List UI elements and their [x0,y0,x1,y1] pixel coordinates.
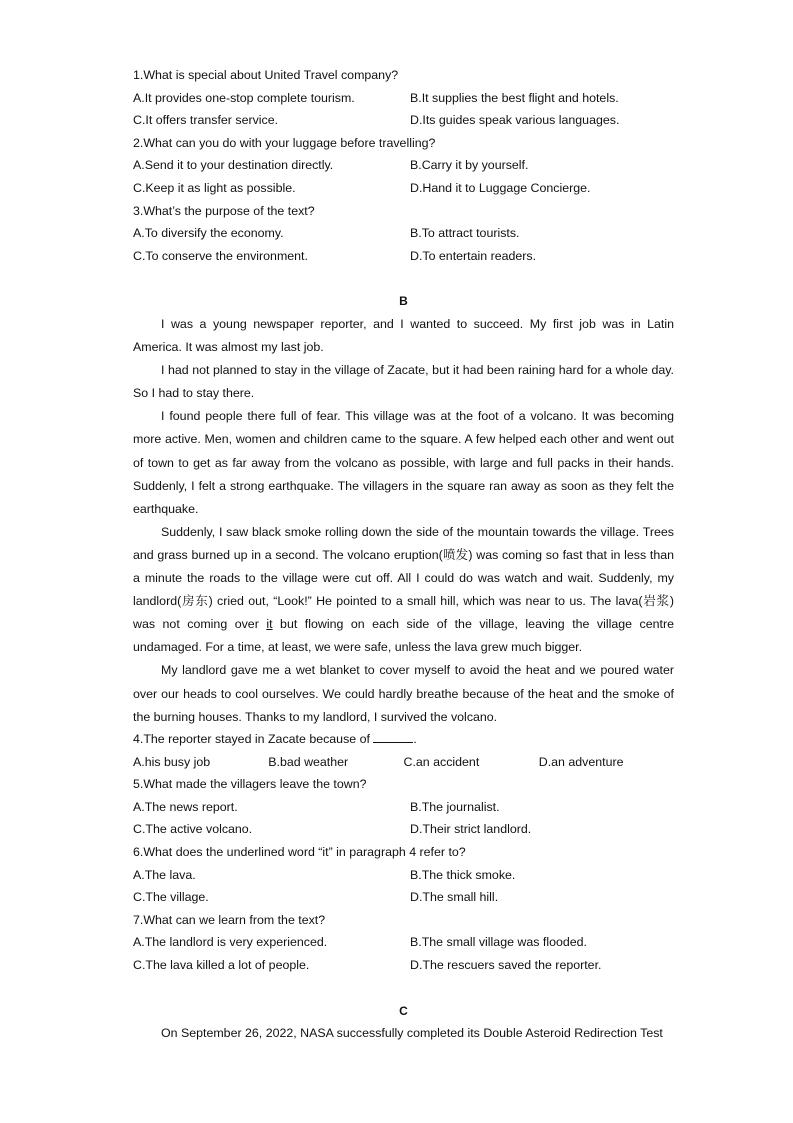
question-7-options-row-1 [133,931,674,954]
question-3-options-row-2 [133,245,674,268]
passage-b-paragraph-5: My landlord gave me a wet blanket to cover myself to avoid the heat and we poured water over our heads to cool ourselves. We could hardly breathe because of the heat and the smoke of the burning houses. Thanks to my landlord, I survived the volcano. [133,663,674,724]
option-1c: C.It offers transfer service. [133,113,279,128]
option-3d: D.To entertain readers. [410,248,537,263]
question-1-options-row-2 [133,109,674,132]
question-5-options-row-2 [133,818,674,841]
question-6-options-row-2 [133,886,674,909]
section-c-title: C [399,1004,408,1018]
option-7d: D.The rescuers saved the reporter. [410,957,602,972]
option-2b: B.Carry it by yourself. [410,158,529,173]
question-6: 6.What does the underlined word “it” in paragraph 4 refer to? [133,844,466,859]
option-7b: B.The small village was flooded. [410,935,587,950]
option-7c: C.The lava killed a lot of people. [133,957,310,972]
section-b-passage [133,313,674,729]
paragraph-4-text-start: Suddenly, I saw black smoke rolling down the side of the mountain towards the village. Trees and grass burned up in a second. The volcano eruption(喷发) was coming so fast that in less than a minute the roads to the village were cut off. All I could do was watch and wait. Suddenly, my landlord(房东) cried out, “Look!” He pointed to a small hill, which was near to us. The lava(岩浆) was not coming over [133,524,674,632]
option-5d: D.Their strict landlord. [410,822,532,837]
option-1a: A.It provides one-stop complete tourism. [133,90,355,105]
option-4a: A.his busy job [133,754,211,769]
option-4d: D.an adventure [538,754,624,769]
question-3-options-row-1 [133,222,674,245]
question-1-options-row-1 [133,87,674,110]
question-2-options-row-1 [133,154,674,177]
option-6c: C.The village. [133,890,209,905]
passage-c-paragraph-1: On September 26, 2022, NASA successfully completed its Double Asteroid Redirection Test [161,1026,663,1040]
question-4 [133,728,674,751]
answer-blank [373,730,413,743]
passage-b-paragraph-3: I found people there full of fear. This village was at the foot of a volcano. It was becoming more active. Men, women and children came to the square. A few helped each other and went out of town to get as far away from the volcano as possible, with large and full packs in their hands. Suddenly, I felt a strong earthquake. The villagers in the square ran away as soon as they felt the earthquake. [133,409,674,516]
question-1: 1.What is special about United Travel company? [133,68,399,82]
option-6d: D.The small hill. [410,890,499,905]
section-c-passage [133,1022,674,1045]
question-4-text: 4.The reporter stayed in Zacate because of [133,732,370,746]
question-4-options [133,751,674,774]
option-7a: A.The landlord is very experienced. [133,935,328,950]
passage-b-paragraph-1: I was a young newspaper reporter, and I wanted to succeed. My first job was in Latin America. It was almost my last job. [133,317,674,355]
passage-b-paragraph-4 [133,521,674,660]
option-6a: A.The lava. [133,867,196,882]
option-6b: B.The thick smoke. [410,867,516,882]
question-2: 2.What can you do with your luggage before travelling? [133,135,436,150]
question-4-end: . [413,732,417,746]
option-2d: D.Hand it to Luggage Concierge. [410,180,591,195]
option-5c: C.The active volcano. [133,822,253,837]
section-b-questions [133,728,674,977]
option-3b: B.To attract tourists. [410,226,520,241]
option-4c: C.an accident [403,754,480,769]
option-3a: A.To diversify the economy. [133,226,284,241]
question-7: 7.What can we learn from the text? [133,912,326,927]
paragraph-4-text-end: but flowing on each side of the village, leaving the village centre undamaged. For a time, at least, we were safe, unless the lava grew much bigger. [133,617,674,655]
section-b-title: B [399,294,408,308]
question-3: 3.What’s the purpose of the text? [133,203,315,218]
option-2a: A.Send it to your destination directly. [133,158,334,173]
question-7-options-row-2 [133,954,674,977]
option-5b: B.The journalist. [410,799,500,814]
question-6-options-row-1 [133,864,674,887]
option-5a: A.The news report. [133,799,238,814]
option-1d: D.Its guides speak various languages. [410,113,620,128]
question-5: 5.What made the villagers leave the town? [133,777,367,792]
option-3c: C.To conserve the environment. [133,248,308,263]
question-5-options-row-1 [133,796,674,819]
section-a-questions [133,64,674,267]
underlined-word-it: it [266,617,273,632]
passage-b-paragraph-2: I had not planned to stay in the village of Zacate, but it had been raining hard for a whole day. So I had to stay there. [133,363,674,401]
option-1b: B.It supplies the best flight and hotels. [410,90,619,105]
option-4b: B.bad weather [268,754,349,769]
option-2c: C.Keep it as light as possible. [133,180,296,195]
question-2-options-row-2 [133,177,674,200]
